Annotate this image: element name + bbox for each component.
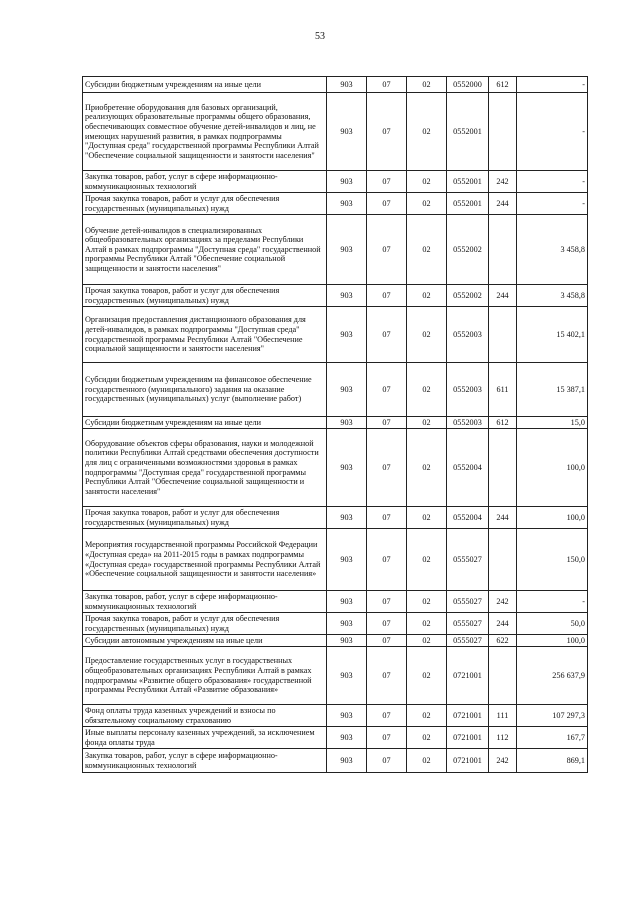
target-article-code: 0552003 bbox=[447, 417, 489, 429]
section-code: 07 bbox=[367, 77, 407, 93]
ministry-code: 903 bbox=[327, 417, 367, 429]
ministry-code: 903 bbox=[327, 193, 367, 215]
table-row bbox=[83, 77, 588, 93]
section-code: 07 bbox=[367, 613, 407, 635]
section-code: 07 bbox=[367, 647, 407, 705]
table-row bbox=[83, 171, 588, 193]
expense-type-code: 111 bbox=[489, 705, 517, 727]
row-name: Прочая закупка товаров, работ и услуг для обеспечения государственных (муниципальных) нужд bbox=[83, 193, 327, 215]
target-article-code: 0555027 bbox=[447, 613, 489, 635]
target-article-code: 0552004 bbox=[447, 429, 489, 507]
table-row bbox=[83, 285, 588, 307]
table-row bbox=[83, 591, 588, 613]
target-article-code: 0555027 bbox=[447, 529, 489, 591]
row-amount: 50,0 bbox=[517, 613, 588, 635]
row-amount: 100,0 bbox=[517, 507, 588, 529]
row-name: Субсидии бюджетным учреждениям на иные цели bbox=[83, 77, 327, 93]
subsection-code: 02 bbox=[407, 171, 447, 193]
section-code: 07 bbox=[367, 727, 407, 749]
subsection-code: 02 bbox=[407, 613, 447, 635]
section-code: 07 bbox=[367, 285, 407, 307]
ministry-code: 903 bbox=[327, 507, 367, 529]
section-code: 07 bbox=[367, 215, 407, 285]
budget-table bbox=[82, 76, 588, 773]
table-body bbox=[83, 77, 588, 773]
ministry-code: 903 bbox=[327, 647, 367, 705]
subsection-code: 02 bbox=[407, 215, 447, 285]
ministry-code: 903 bbox=[327, 749, 367, 773]
row-amount: 15 387,1 bbox=[517, 363, 588, 417]
ministry-code: 903 bbox=[327, 529, 367, 591]
row-name: Субсидии бюджетным учреждениям на финансовое обеспечение государственного (муниципального) задания на оказание государственных (муниципальных) услуг (выполнение работ) bbox=[83, 363, 327, 417]
row-amount: 100,0 bbox=[517, 429, 588, 507]
row-name: Закупка товаров, работ, услуг в сфере информационно-коммуникационных технологий bbox=[83, 591, 327, 613]
ministry-code: 903 bbox=[327, 363, 367, 417]
row-name: Фонд оплаты труда казенных учреждений и взносы по обязательному социальному страхованию bbox=[83, 705, 327, 727]
target-article-code: 0552002 bbox=[447, 285, 489, 307]
ministry-code: 903 bbox=[327, 429, 367, 507]
table-row bbox=[83, 307, 588, 363]
row-name: Предоставление государственных услуг в государственных общеобразовательных организациях Республики Алтай в рамках подпрограммы «Развитие общего образования» государственной программы Республики Алтай «Развитие образования» bbox=[83, 647, 327, 705]
subsection-code: 02 bbox=[407, 749, 447, 773]
section-code: 07 bbox=[367, 193, 407, 215]
row-amount: 3 458,8 bbox=[517, 285, 588, 307]
section-code: 07 bbox=[367, 507, 407, 529]
target-article-code: 0721001 bbox=[447, 705, 489, 727]
ministry-code: 903 bbox=[327, 93, 367, 171]
section-code: 07 bbox=[367, 307, 407, 363]
row-amount: - bbox=[517, 591, 588, 613]
subsection-code: 02 bbox=[407, 647, 447, 705]
target-article-code: 0721001 bbox=[447, 727, 489, 749]
page-number: 53 bbox=[315, 31, 325, 42]
expense-type-code: 242 bbox=[489, 591, 517, 613]
ministry-code: 903 bbox=[327, 77, 367, 93]
subsection-code: 02 bbox=[407, 727, 447, 749]
table-row bbox=[83, 193, 588, 215]
row-amount: - bbox=[517, 171, 588, 193]
row-name: Иные выплаты персоналу казенных учреждений, за исключением фонда оплаты труда bbox=[83, 727, 327, 749]
row-amount: 15 402,1 bbox=[517, 307, 588, 363]
row-name: Прочая закупка товаров, работ и услуг для обеспечения государственных (муниципальных) нужд bbox=[83, 507, 327, 529]
ministry-code: 903 bbox=[327, 705, 367, 727]
ministry-code: 903 bbox=[327, 591, 367, 613]
row-name: Закупка товаров, работ, услуг в сфере информационно-коммуникационных технологий bbox=[83, 171, 327, 193]
table-row bbox=[83, 635, 588, 647]
expense-type-code bbox=[489, 529, 517, 591]
target-article-code: 0721001 bbox=[447, 749, 489, 773]
subsection-code: 02 bbox=[407, 93, 447, 171]
ministry-code: 903 bbox=[327, 613, 367, 635]
subsection-code: 02 bbox=[407, 591, 447, 613]
subsection-code: 02 bbox=[407, 429, 447, 507]
row-amount: 869,1 bbox=[517, 749, 588, 773]
row-name: Субсидии автономным учреждениям на иные цели bbox=[83, 635, 327, 647]
expense-type-code bbox=[489, 307, 517, 363]
subsection-code: 02 bbox=[407, 77, 447, 93]
expense-type-code bbox=[489, 647, 517, 705]
row-amount: 3 458,8 bbox=[517, 215, 588, 285]
section-code: 07 bbox=[367, 635, 407, 647]
target-article-code: 0552003 bbox=[447, 363, 489, 417]
section-code: 07 bbox=[367, 93, 407, 171]
table-row bbox=[83, 363, 588, 417]
row-name: Закупка товаров, работ, услуг в сфере информационно-коммуникационных технологий bbox=[83, 749, 327, 773]
row-name: Прочая закупка товаров, работ и услуг для обеспечения государственных (муниципальных) нужд bbox=[83, 613, 327, 635]
row-name: Прочая закупка товаров, работ и услуг для обеспечения государственных (муниципальных) нужд bbox=[83, 285, 327, 307]
row-amount: 256 637,9 bbox=[517, 647, 588, 705]
row-amount: - bbox=[517, 93, 588, 171]
table-row bbox=[83, 647, 588, 705]
expense-type-code: 611 bbox=[489, 363, 517, 417]
ministry-code: 903 bbox=[327, 285, 367, 307]
expense-type-code: 244 bbox=[489, 193, 517, 215]
subsection-code: 02 bbox=[407, 529, 447, 591]
subsection-code: 02 bbox=[407, 285, 447, 307]
ministry-code: 903 bbox=[327, 727, 367, 749]
target-article-code: 0552001 bbox=[447, 193, 489, 215]
row-name: Оборудование объектов сферы образования, науки и молодежной политики Республики Алтай средствами обеспечения доступности для лиц с ограниченными возможностями здоровья в рамках подпрограммы "Доступная среда" государственной программы Республики Алтай "Обеспечение социальной защищенности и занятости населения" bbox=[83, 429, 327, 507]
expense-type-code: 622 bbox=[489, 635, 517, 647]
table-row bbox=[83, 529, 588, 591]
target-article-code: 0552002 bbox=[447, 215, 489, 285]
section-code: 07 bbox=[367, 429, 407, 507]
subsection-code: 02 bbox=[407, 417, 447, 429]
table-row bbox=[83, 749, 588, 773]
ministry-code: 903 bbox=[327, 215, 367, 285]
ministry-code: 903 bbox=[327, 307, 367, 363]
section-code: 07 bbox=[367, 417, 407, 429]
row-amount: 100,0 bbox=[517, 635, 588, 647]
expense-type-code: 112 bbox=[489, 727, 517, 749]
section-code: 07 bbox=[367, 705, 407, 727]
expense-type-code: 242 bbox=[489, 171, 517, 193]
expense-type-code: 242 bbox=[489, 749, 517, 773]
target-article-code: 0552001 bbox=[447, 171, 489, 193]
target-article-code: 0721001 bbox=[447, 647, 489, 705]
subsection-code: 02 bbox=[407, 307, 447, 363]
target-article-code: 0552003 bbox=[447, 307, 489, 363]
table-row bbox=[83, 613, 588, 635]
subsection-code: 02 bbox=[407, 507, 447, 529]
target-article-code: 0552001 bbox=[447, 93, 489, 171]
section-code: 07 bbox=[367, 529, 407, 591]
table-row bbox=[83, 215, 588, 285]
target-article-code: 0555027 bbox=[447, 591, 489, 613]
expense-type-code bbox=[489, 93, 517, 171]
table-row bbox=[83, 705, 588, 727]
table-row bbox=[83, 429, 588, 507]
expense-type-code: 612 bbox=[489, 417, 517, 429]
expense-type-code: 244 bbox=[489, 507, 517, 529]
row-name: Мероприятия государственной программы Российской Федерации «Доступная среда» на 2011-2015 годы в рамках подпрограммы «Доступная среда» государственной программы Республики Алтай «Обеспечение социальной защищенности и занятости населения» bbox=[83, 529, 327, 591]
target-article-code: 0552004 bbox=[447, 507, 489, 529]
expense-type-code: 244 bbox=[489, 285, 517, 307]
row-amount: 107 297,3 bbox=[517, 705, 588, 727]
target-article-code: 0555027 bbox=[447, 635, 489, 647]
section-code: 07 bbox=[367, 749, 407, 773]
expense-type-code: 244 bbox=[489, 613, 517, 635]
subsection-code: 02 bbox=[407, 635, 447, 647]
subsection-code: 02 bbox=[407, 705, 447, 727]
row-name: Обучение детей-инвалидов в специализированных общеобразовательных организациях за пределами Республики Алтай в рамках подпрограммы "Доступная среда" государственной программы Республики Алтай "Обеспечение социальной защищенности и занятости населения" bbox=[83, 215, 327, 285]
row-name: Приобретение оборудования для базовых организаций, реализующих образовательные программы общего образования, обеспечивающих совместное обучение детей-инвалидов и лиц, не имеющих нарушений развития, в рамках подпрограммы "Доступная среда" государственной программы Республики Алтай "Обеспечение социальной защищенности и занятости населения" bbox=[83, 93, 327, 171]
subsection-code: 02 bbox=[407, 193, 447, 215]
section-code: 07 bbox=[367, 363, 407, 417]
table-row bbox=[83, 417, 588, 429]
row-name: Организация предоставления дистанционного образования для детей-инвалидов, в рамках подпрограммы "Доступная среда" государственной программы Республики Алтай "Обеспечение социальной защищенности и занятости населения" bbox=[83, 307, 327, 363]
row-amount: - bbox=[517, 193, 588, 215]
row-amount: 167,7 bbox=[517, 727, 588, 749]
target-article-code: 0552000 bbox=[447, 77, 489, 93]
expense-type-code bbox=[489, 215, 517, 285]
row-amount: 150,0 bbox=[517, 529, 588, 591]
table-row bbox=[83, 727, 588, 749]
subsection-code: 02 bbox=[407, 363, 447, 417]
table-row bbox=[83, 507, 588, 529]
ministry-code: 903 bbox=[327, 635, 367, 647]
ministry-code: 903 bbox=[327, 171, 367, 193]
expense-type-code: 612 bbox=[489, 77, 517, 93]
section-code: 07 bbox=[367, 171, 407, 193]
section-code: 07 bbox=[367, 591, 407, 613]
expense-type-code bbox=[489, 429, 517, 507]
row-amount: 15,0 bbox=[517, 417, 588, 429]
row-amount: - bbox=[517, 77, 588, 93]
table-row bbox=[83, 93, 588, 171]
row-name: Субсидии бюджетным учреждениям на иные цели bbox=[83, 417, 327, 429]
